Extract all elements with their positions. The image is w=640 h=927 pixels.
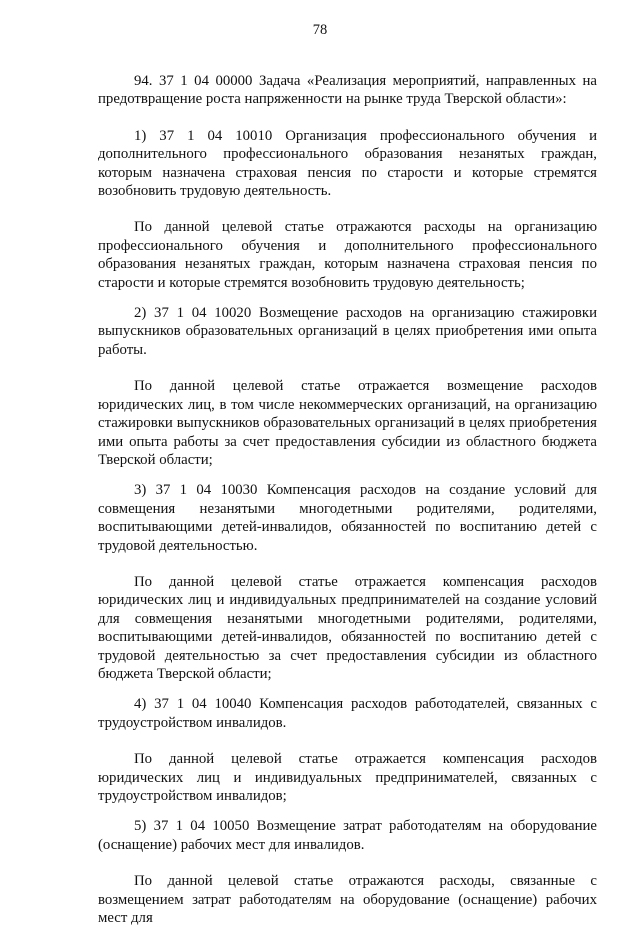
paragraph-item-2-description: По данной целевой статье отражается возмещение расходов юридических лиц, в том числе некоммерческих организаций, на организацию стажировки выпускников образовательных организаций в целях приобретения ими опыта работы за счет предоставления субсидии из областного бюджета Тверской области; xyxy=(98,378,597,468)
paragraph-item-1-description: По данной целевой статье отражаются расходы на организацию профессионального обучения и дополнительного профессионального образования незанятых граждан, которым назначена страховая пенсия по старости и которые стремятся возобновить трудовую деятельность; xyxy=(98,219,597,291)
paragraph-item-2: 2) 37 1 04 10020 Возмещение расходов на организацию стажировки выпускников образовательных организаций в целях приобретения ими опыта работы. xyxy=(98,305,597,358)
paragraph-item-3-description: По данной целевой статье отражается компенсация расходов юридических лиц и индивидуальных предпринимателей на создание условий для совмещения незанятыми многодетными родителями, родителями, воспитывающими детей-инвалидов, обязанностей по воспитанию детей с трудовой деятельностью за счет предоставления субсидии из областного бюджета Тверской области; xyxy=(98,573,597,682)
document-body xyxy=(98,72,597,927)
paragraph-item-4-description: По данной целевой статье отражается компенсация расходов юридических лиц и индивидуальных предпринимателей, связанных с трудоустройством инвалидов; xyxy=(98,751,597,804)
paragraph-item-5-description: По данной целевой статье отражаются расходы, связанные с возмещением затрат работодателям на оборудование (оснащение) рабочих мест для xyxy=(98,873,597,927)
paragraph-item-4: 4) 37 1 04 10040 Компенсация расходов работодателей, связанных с трудоустройством инвалидов. xyxy=(98,696,597,731)
paragraph-item-3: 3) 37 1 04 10030 Компенсация расходов на создание условий для совмещения незанятыми многодетными родителями, родителями, воспитывающими детей-инвалидов, обязанностей по воспитанию детей с трудовой деятельностью. xyxy=(98,482,597,554)
paragraph-task-94: 94. 37 1 04 00000 Задача «Реализация мероприятий, направленных на предотвращение роста напряженности на рынке труда Тверской области»: xyxy=(98,73,597,108)
paragraph-item-5: 5) 37 1 04 10050 Возмещение затрат работодателям на оборудование (оснащение) рабочих мест для инвалидов. xyxy=(98,818,597,853)
page-number: 78 xyxy=(312,22,328,38)
paragraph-item-1: 1) 37 1 04 10010 Организация профессионального обучения и дополнительного профессионального образования незанятых граждан, которым назначена страховая пенсия по старости и которые стремятся возобновить трудовую деятельность. xyxy=(98,127,597,200)
